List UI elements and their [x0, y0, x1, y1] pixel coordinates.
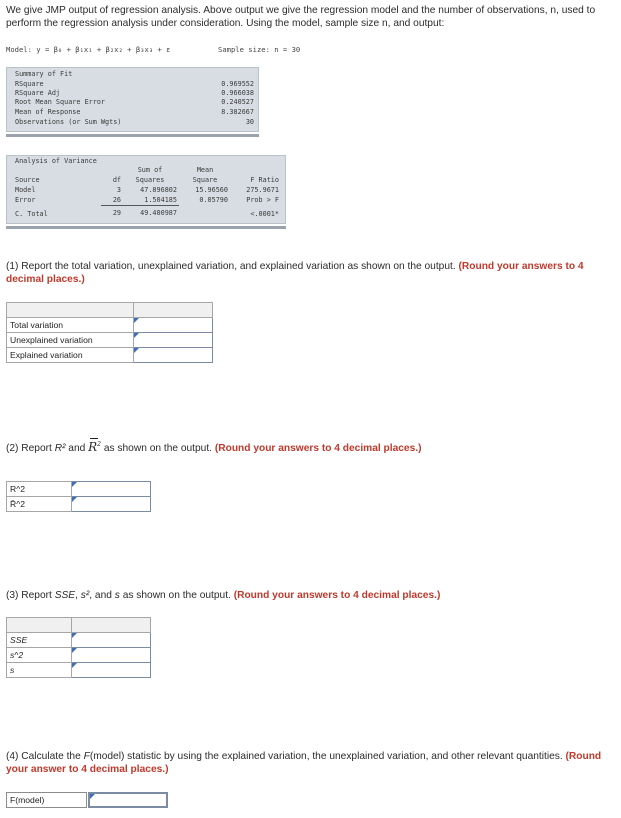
f-symbol: F — [83, 751, 90, 762]
question-4 — [6, 751, 618, 776]
q3-answer-table — [6, 617, 151, 678]
s2-input[interactable] — [72, 648, 151, 663]
q3-note: (Round your answers to 4 decimal places.) — [233, 590, 441, 601]
fit-value: 0.966038 — [221, 89, 254, 97]
anova-header-f: F Ratio — [250, 176, 279, 184]
header-cell — [7, 303, 134, 318]
s-symbol: s — [114, 590, 120, 601]
q2-text-b: and — [65, 443, 89, 454]
sse-symbol: SSE — [54, 590, 76, 601]
anova-source: C. Total — [15, 210, 48, 218]
intro-text: We give JMP output of regression analysis. Above output we give the regression model and the number of observations, n, used to perform the regression analysis under consideration. Using the model, sample size n, and output: — [6, 5, 596, 29]
answer-label — [7, 663, 72, 678]
sample-size: Sample size: n = 30 — [218, 45, 301, 54]
s2-symbol: s² — [80, 590, 90, 601]
q3-text-c: , and — [89, 590, 115, 601]
q1-answer-table — [6, 302, 213, 363]
s2-label: s^2 — [10, 650, 24, 660]
unexplained-variation-input[interactable] — [134, 333, 213, 348]
anova-ss: 47.896802 — [140, 186, 177, 194]
anova-ms: 0.05790 — [199, 196, 228, 204]
anova-header-ms-top: Mean — [196, 166, 214, 174]
q4-text-b: (model) statistic by using the explained variation, the unexplained variation, and other relevant quantities. — [89, 751, 566, 762]
fit-value: 0.240527 — [221, 98, 254, 106]
answer-label: Unexplained variation — [7, 333, 134, 348]
summary-of-fit-title: Summary of Fit — [15, 70, 73, 78]
q3-text-a: (3) Report — [6, 590, 55, 601]
answer-label: R̄^2 — [7, 497, 72, 512]
fit-label: Root Mean Square Error — [15, 98, 106, 106]
rbar-superscript: 2 — [97, 441, 101, 448]
question-3 — [6, 590, 618, 603]
answer-label: R^2 — [7, 482, 72, 497]
question-1 — [6, 261, 618, 286]
r-squared-input[interactable] — [72, 482, 151, 497]
answer-label — [7, 633, 72, 648]
anova-source: Error — [15, 196, 36, 204]
anova-panel — [6, 155, 286, 224]
sse-input[interactable] — [72, 633, 151, 648]
q2-note: (Round your answers to 4 decimal places.) — [214, 443, 422, 454]
header-cell — [72, 618, 151, 633]
q1-text: (1) Report the total variation, unexplained variation, and explained variation as shown on the output. — [6, 261, 459, 272]
anova-header-df: df — [112, 176, 121, 184]
s-input[interactable] — [72, 663, 151, 678]
anova-df: 29 — [112, 209, 121, 217]
model-equation: Model: y = β₀ + β₁x₁ + β₂x₂ + β₃x₃ + ε — [6, 45, 171, 54]
q4-note: (Round your answer to 4 decimal places.) — [6, 751, 602, 775]
anova-title: Analysis of Variance — [15, 157, 97, 165]
anova-header-ms-bottom: Square — [192, 176, 218, 184]
q2-text-a: (2) Report — [6, 443, 55, 454]
answer-label: Explained variation — [7, 348, 134, 363]
answer-label — [7, 648, 72, 663]
anova-ss: 1.504185 — [144, 196, 177, 204]
anova-ss: 49.400987 — [140, 209, 177, 217]
anova-header-ss-bottom: Squares — [135, 176, 165, 184]
sse-label: SSE — [10, 635, 28, 645]
fit-label: Observations (or Sum Wgts) — [15, 118, 122, 126]
anova-ms: 15.96560 — [195, 186, 228, 194]
question-2 — [6, 439, 618, 456]
explained-variation-input[interactable] — [134, 348, 213, 363]
answer-label: Total variation — [7, 318, 134, 333]
adjusted-r2-symbol — [88, 439, 101, 454]
anova-df: 3 — [116, 186, 121, 194]
r2-symbol: R² — [54, 443, 66, 454]
q3-text-b: , — [75, 590, 81, 601]
adjusted-r-squared-input[interactable] — [72, 497, 151, 512]
rbar-letter: R — [88, 440, 98, 454]
fit-label: RSquare — [15, 80, 44, 88]
q2-text-c: as shown on the output. — [101, 443, 215, 454]
anova-header-ss-top: Sum of — [137, 166, 163, 174]
q4-text-a: (4) Calculate the — [6, 751, 84, 762]
panel-divider — [6, 226, 286, 229]
fit-value: 8.382667 — [221, 108, 254, 116]
fit-label: RSquare Adj — [15, 89, 61, 97]
model-line — [6, 45, 606, 54]
f-model-input[interactable] — [88, 792, 168, 808]
summary-of-fit-panel — [6, 67, 259, 132]
panel-divider — [6, 134, 259, 137]
anova-df: 26 — [112, 196, 121, 204]
q3-text-d: as shown on the output. — [119, 590, 234, 601]
header-cell — [134, 303, 213, 318]
f-model-label: F(model) — [6, 792, 87, 808]
s-label: s — [10, 665, 15, 675]
anova-source: Model — [15, 186, 36, 194]
anova-prob-label: Prob > F — [246, 196, 279, 204]
fit-label: Mean of Response — [15, 108, 81, 116]
anova-prob-value: <.0001* — [250, 210, 279, 218]
fit-value: 0.969552 — [221, 80, 254, 88]
q2-answer-table — [6, 481, 151, 512]
fit-value: 30 — [245, 118, 254, 126]
header-cell — [7, 618, 72, 633]
anova-f: 275.9671 — [246, 186, 279, 194]
q1-note: (Round your answers to 4 decimal places.) — [6, 261, 584, 285]
total-variation-input[interactable] — [134, 318, 213, 333]
anova-header-source: Source — [15, 176, 40, 184]
sum-rule — [101, 205, 179, 206]
